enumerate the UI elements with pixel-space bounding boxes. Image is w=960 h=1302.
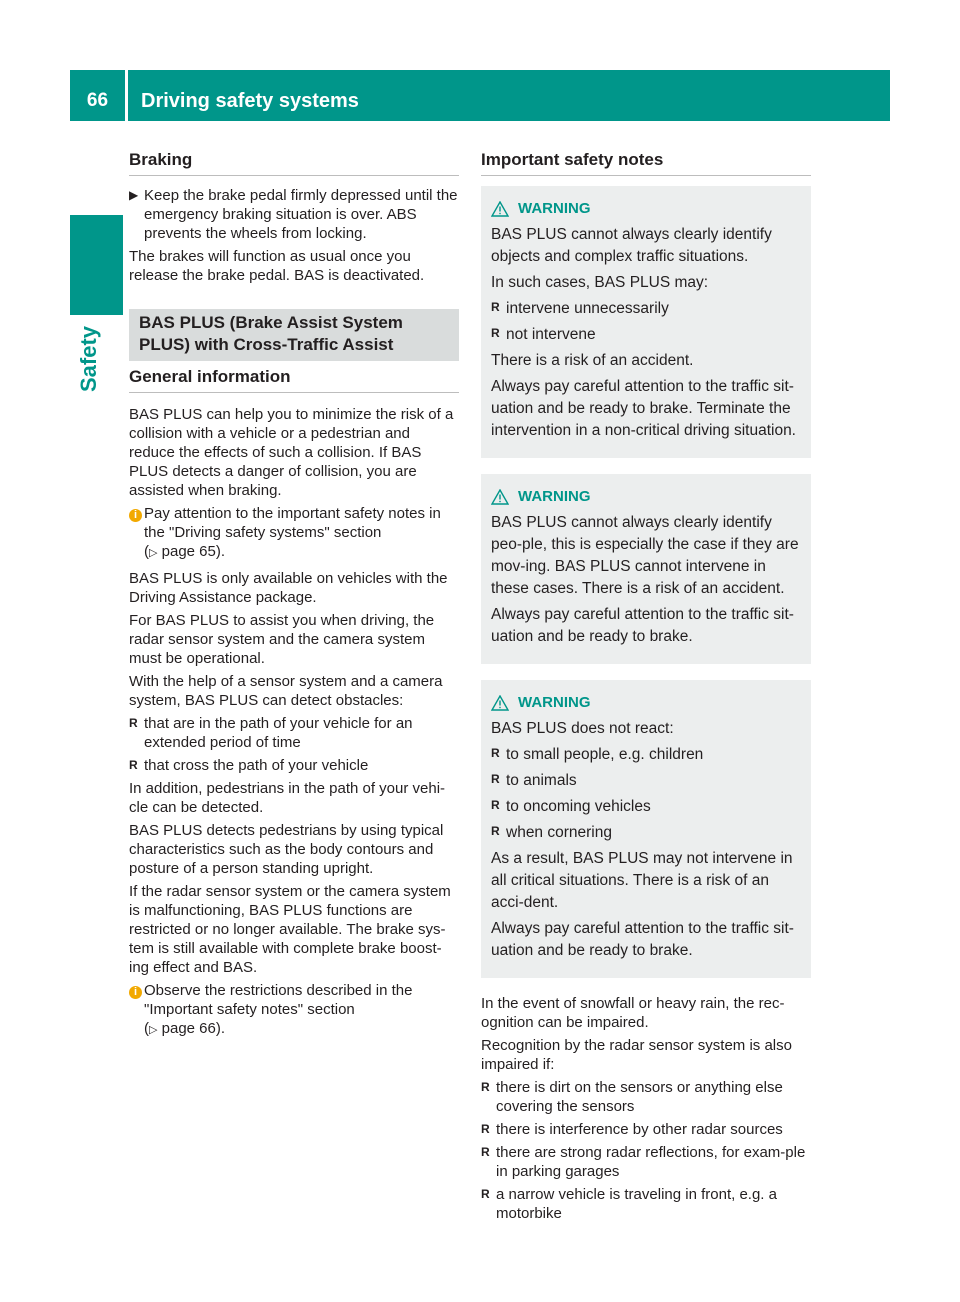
list-item: R to small people, e.g. children: [491, 744, 801, 766]
header-separator: [125, 70, 128, 121]
warning-title: WARNING: [491, 198, 801, 220]
warning-box: WARNING BAS PLUS cannot always clearly identify peo-ple, this is especially the case if they are mov-ing. BAS PLUS cannot intervene in these cases. There is a risk of an accident. Always pay careful attention to the traffic sit-uation and be ready to brake.: [481, 474, 811, 664]
paragraph: BAS PLUS can help you to minimize the risk of a collision with a vehicle or a pedestrian and reduce the effects of such a collision. If BAS PLUS detects a danger of collision, you are assisted when braking.: [129, 406, 454, 499]
list-item: R intervene unnecessarily: [491, 298, 801, 320]
page-ref-arrow-icon: ▷: [149, 547, 158, 559]
paragraph: BAS PLUS is only available on vehicles with the Driving Assistance package.: [129, 570, 448, 606]
recognition-section: [481, 994, 811, 1223]
page-number: 66: [86, 90, 109, 111]
paragraph: In the event of snowfall or heavy rain, the rec-ognition can be impaired.: [481, 995, 785, 1031]
braking-text: The brakes will function as usual once you release the brake pedal. BAS is deactivated.: [129, 248, 425, 284]
r-bullet: R: [129, 758, 138, 772]
chapter-title: Driving safety systems: [141, 90, 359, 112]
general-info-heading: General information: [129, 367, 459, 393]
safety-notes-heading: Important safety notes: [481, 150, 811, 176]
warning-box: WARNING BAS PLUS cannot always clearly identify objects and complex traffic situations. In such cases, BAS PLUS may: R intervene unnecessarily R not intervene There is a risk of an accident. Always pay careful attention to the traffic sit-uation and be ready to brake. Terminate the intervention in a non-critical driving situation.: [481, 186, 811, 458]
warning-triangle-icon: [491, 201, 509, 217]
warning-box: WARNING BAS PLUS does not react: R to small people, e.g. children R to animals R to oncoming vehicles R when cornering As a result, BAS PLUS may not intervene in all critical situations. There is a risk of an acci-dent. Always pay careful attention to the traffic sit-uation and be ready to brake.: [481, 680, 811, 978]
r-bullet: R: [129, 716, 138, 730]
paragraph: BAS PLUS detects pedestrians by using typical characteristics such as the body contours and posture of a person standing upright.: [129, 822, 444, 877]
r-bullet: R: [481, 1122, 490, 1136]
page-reference-link[interactable]: page 66).: [161, 1020, 226, 1037]
page-reference-link[interactable]: page 65).: [161, 543, 226, 560]
info-note: i Observe the restrictions described in the "Important safety notes" section (▷ page 66).: [129, 981, 459, 1040]
warning-triangle-icon: [491, 489, 509, 505]
info-icon: i: [129, 509, 142, 522]
list-item: R a narrow vehicle is traveling in front, e.g. a motorbike: [481, 1186, 777, 1222]
list-item: R not intervene: [491, 324, 801, 346]
r-bullet: R: [481, 1080, 490, 1094]
list-item: R to oncoming vehicles: [491, 796, 801, 818]
paragraph: For BAS PLUS to assist you when driving, the radar sensor system and the camera system must be operational.: [129, 612, 435, 667]
right-column: [481, 150, 811, 1227]
page-ref-arrow-icon: ▷: [149, 1024, 158, 1036]
r-bullet: R: [481, 1145, 490, 1159]
info-note-text: Pay attention to the important safety notes in the "Driving safety systems" section: [144, 505, 441, 541]
info-icon: i: [129, 986, 142, 999]
r-bullet: R: [491, 824, 500, 838]
paragraph: In addition, pedestrians in the path of your vehi-cle can be detected.: [129, 780, 446, 816]
r-bullet: R: [491, 300, 500, 314]
braking-instruction: [129, 186, 459, 243]
bas-plus-heading: BAS PLUS (Brake Assist System PLUS) with Cross-Traffic Assist: [129, 309, 459, 361]
braking-instruction-text: Keep the brake pedal firmly depressed until the emergency braking situation is over. ABS prevents the wheels from locking.: [144, 187, 458, 242]
side-tab: [70, 215, 123, 315]
left-column: [129, 150, 459, 1046]
triangle-arrow-icon: ▶: [129, 188, 139, 202]
r-bullet: R: [491, 772, 500, 786]
list-item: R that cross the path of your vehicle: [129, 757, 369, 774]
list-item: R when cornering: [491, 822, 801, 844]
warning-title: WARNING: [491, 486, 801, 508]
warning-title: WARNING: [491, 692, 801, 714]
r-bullet: R: [491, 798, 500, 812]
list-item: R there are strong radar reflections, for exam-ple in parking garages: [481, 1144, 806, 1180]
info-note: i Pay attention to the important safety notes in the "Driving safety systems" section (▷ page 65).: [129, 504, 459, 563]
list-item: R that are in the path of your vehicle for an extended period of time: [129, 715, 413, 751]
braking-heading: Braking: [129, 150, 459, 176]
r-bullet: R: [491, 326, 500, 340]
side-section-label: Safety: [76, 325, 101, 392]
paragraph: If the radar sensor system or the camera system is malfunctioning, BAS PLUS functions are restricted or no longer available. The brake sys-tem is still available with complete brake boost-ing effect and BAS.: [129, 883, 451, 976]
info-note-text: Observe the restrictions described in the "Important safety notes" section: [144, 982, 413, 1018]
list-item: R there is dirt on the sensors or anything else covering the sensors: [481, 1079, 783, 1115]
warning-triangle-icon: [491, 695, 509, 711]
paragraph: Recognition by the radar sensor system is also impaired if:: [481, 1037, 792, 1073]
paragraph: With the help of a sensor system and a camera system, BAS PLUS can detect obstacles:: [129, 673, 443, 709]
list-item: R there is interference by other radar sources: [481, 1121, 783, 1138]
r-bullet: R: [481, 1187, 490, 1201]
list-item: R to animals: [491, 770, 801, 792]
r-bullet: R: [491, 746, 500, 760]
